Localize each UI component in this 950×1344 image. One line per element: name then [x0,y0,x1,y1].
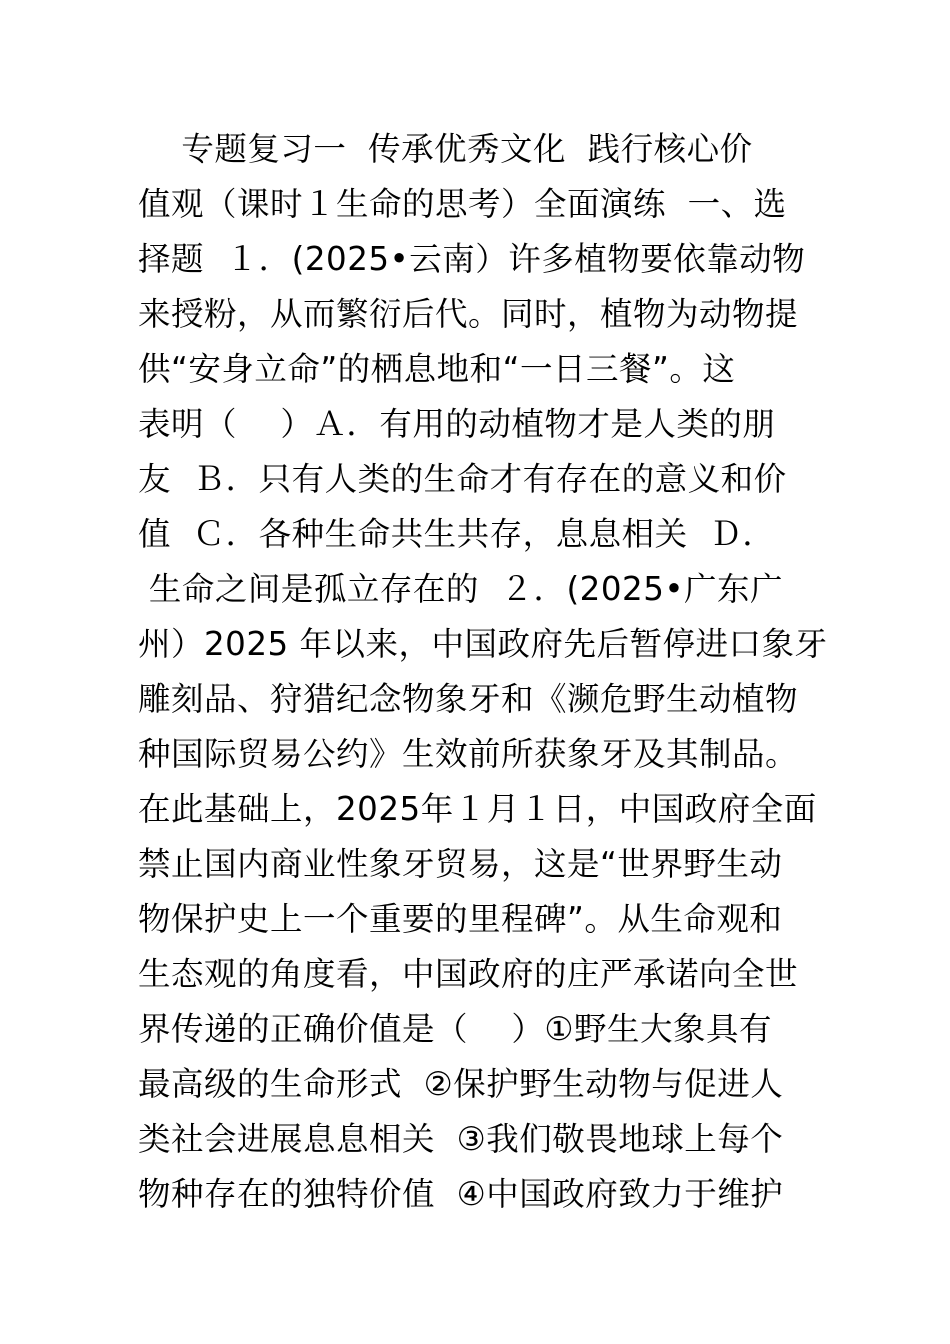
text-line: 生态观的角度看，中国政府的庄严承诺向全世 [138,955,799,993]
text-line: 最高级的生命形式 ②保护野生动物与促进人 [138,1065,784,1103]
text-line: 表明（ ）Ａ．有用的动植物才是人类的朋 [138,405,776,443]
text-line: 在此基础上，2025年１月１日，中国政府全面 [138,790,817,828]
text-line: 择题 １．(2025•云南）许多植物要依靠动物 [138,240,806,278]
text-line: 友 Ｂ．只有人类的生命才有存在的意义和价 [138,460,787,498]
text-line: 禁止国内商业性象牙贸易，这是“世界野生动 [138,845,783,883]
text-line: 类社会进展息息相关 ③我们敬畏地球上每个 [138,1120,784,1158]
text-line: 专题复习一 传承优秀文化 践行核心价 [138,130,753,168]
text-line: 种国际贸易公约》生效前所获象牙及其制品。 [138,735,799,773]
text-line: 界传递的正确价值是（ ）①野生大象具有 [138,1010,772,1048]
text-line: 来授粉，从而繁衍后代。同时，植物为动物提 [138,295,799,333]
text-line: 雕刻品、狩猎纪念物象牙和《濒危野生动植物 [138,680,799,718]
text-line: 州）2025 年以来，中国政府先后暂停进口象牙 [138,625,828,663]
body-text [138,122,828,1222]
text-line: 生命之间是孤立存在的 ２．(2025•广东广 [138,570,784,608]
text-line: 值观（课时１生命的思考）全面演练 一、选 [138,185,787,223]
text-line: 物种存在的独特价值 ④中国政府致力于维护 [138,1175,784,1213]
text-line: 物保护史上一个重要的里程碑”。从生命观和 [138,900,783,938]
text-line: 值 Ｃ．各种生命共生共存，息息相关 Ｄ． [138,515,776,553]
text-line: 供“安身立命”的栖息地和“一日三餐”。这 [138,350,736,388]
